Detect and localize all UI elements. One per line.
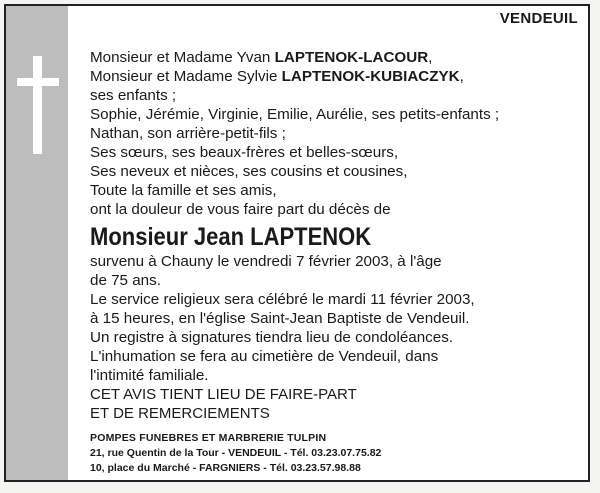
funeral-home-address-1: 21, rue Quentin de la Tour - VENDEUIL - Tél. 03.23.07.75.82 <box>90 447 382 459</box>
family-line-3: ses enfants ; <box>90 87 177 104</box>
family-line-8: Toute la famille et ses amis, <box>90 182 277 199</box>
obituary-notice <box>4 4 590 482</box>
details-line-3: Le service religieux sera célébré le mardi 11 février 2003, <box>90 291 475 308</box>
funeral-home-block <box>90 431 381 476</box>
family-name-1: LAPTENOK-LACOUR <box>274 49 429 66</box>
cross-horizontal-bar <box>17 78 59 86</box>
family-line-1: Monsieur et Madame Yvan LAPTENOK-LACOUR, <box>90 49 433 66</box>
funeral-home-name: POMPES FUNEBRES ET MARBRERIE TULPIN <box>90 432 327 444</box>
details-line-8: CET AVIS TIENT LIEU DE FAIRE-PART <box>90 386 357 403</box>
family-line-4: Sophie, Jérémie, Virginie, Emilie, Aurélie, ses petits-enfants ; <box>90 106 500 123</box>
family-line-5: Nathan, son arrière-petit-fils ; <box>90 125 286 142</box>
family-line-6: Ses sœurs, ses beaux-frères et belles-sœurs, <box>90 144 399 161</box>
details-line-2: de 75 ans. <box>90 272 161 289</box>
details-line-5: Un registre à signatures tiendra lieu de condoléances. <box>90 329 454 346</box>
family-line-9: ont la douleur de vous faire part du décès de <box>90 201 391 218</box>
details-line-9: ET DE REMERCIEMENTS <box>90 405 270 422</box>
family-line-2: Monsieur et Madame Sylvie LAPTENOK-KUBIACZYK, <box>90 68 464 85</box>
family-line-7: Ses neveux et nièces, ses cousins et cousines, <box>90 163 408 180</box>
details-line-1: survenu à Chauny le vendredi 7 février 2003, à l'âge <box>90 253 442 270</box>
funeral-home-address-2: 10, place du Marché - FARGNIERS - Tél. 03.23.57.98.88 <box>90 462 361 474</box>
cross-vertical-bar <box>33 56 42 154</box>
details-line-4: à 15 heures, en l'église Saint-Jean Baptiste de Vendeuil. <box>90 310 470 327</box>
deceased-name: Monsieur Jean LAPTENOK <box>90 223 372 251</box>
family-name-2: LAPTENOK-KUBIACZYK <box>281 68 460 85</box>
details-line-6: L'inhumation se fera au cimetière de Vendeuil, dans <box>90 348 439 365</box>
details-line-7: l'intimité familiale. <box>90 367 209 384</box>
notice-body <box>90 48 582 423</box>
town-heading: VENDEUIL <box>499 10 578 27</box>
cross-band <box>6 6 68 480</box>
